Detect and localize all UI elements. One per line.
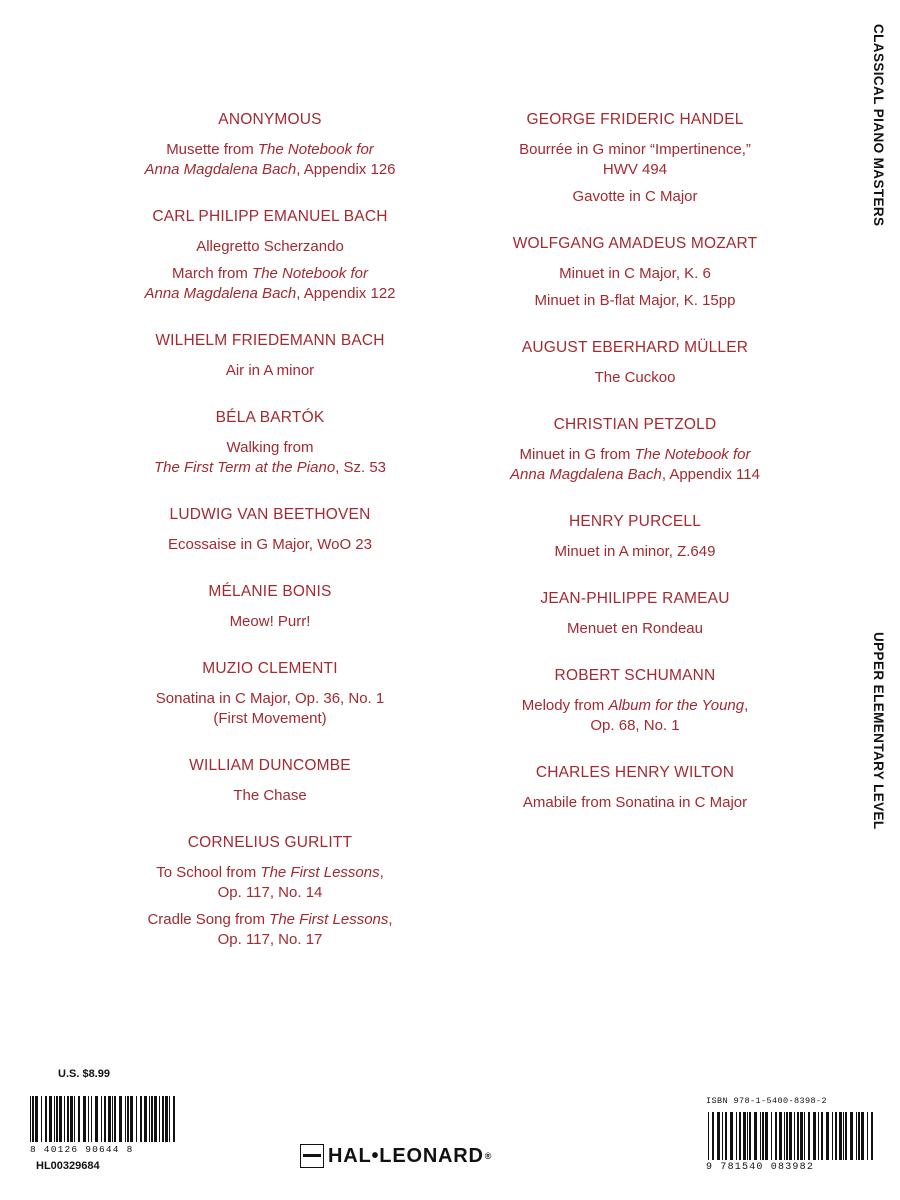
price-label: U.S. $8.99	[58, 1068, 110, 1080]
barcode-bar	[762, 1112, 764, 1160]
work-title: Meow! Purr!	[229, 613, 311, 630]
work-title: Musette from The Notebook for Anna Magdalena Bach, Appendix 126	[144, 141, 396, 178]
work-title: March from The Notebook for Anna Magdalena Bach, Appendix 122	[144, 265, 396, 302]
barcode-bar	[747, 1112, 748, 1160]
barcode-bar	[144, 1096, 147, 1142]
composer-entry	[105, 833, 435, 950]
barcode-bar	[708, 1112, 709, 1160]
composer-entry	[105, 756, 435, 806]
barcode-bar	[813, 1112, 816, 1160]
barcode-bar	[786, 1112, 788, 1160]
composer-name: MÉLANIE BONIS	[208, 583, 332, 600]
composer-name: ANONYMOUS	[218, 111, 322, 128]
barcode-bar	[754, 1112, 757, 1160]
barcode-bar	[800, 1112, 803, 1160]
barcode-bar	[49, 1096, 52, 1142]
barcode-bar	[125, 1096, 126, 1142]
composer-name: CHRISTIAN PETZOLD	[553, 416, 717, 433]
barcode-bar	[843, 1112, 844, 1160]
composer-entry	[470, 234, 800, 311]
work-title: Minuet in A minor, Z.649	[554, 543, 716, 560]
barcode-bar	[722, 1112, 723, 1160]
work-title: Menuet en Rondeau	[567, 620, 703, 637]
barcode-bar	[41, 1096, 42, 1142]
barcode-bar	[91, 1096, 93, 1142]
composer-entry	[470, 763, 800, 813]
barcode-bar	[845, 1112, 847, 1160]
work-title: The Cuckoo	[594, 369, 676, 386]
composer-name: MUZIO CLEMENTI	[202, 660, 338, 677]
work-title: Ecossaise in G Major, WoO 23	[168, 536, 372, 553]
isbn-barcode	[708, 1112, 876, 1160]
barcode-bar	[779, 1112, 782, 1160]
composer-entry	[105, 505, 435, 555]
spine-series-title: CLASSICAL PIANO MASTERS	[871, 24, 886, 227]
isbn-label: ISBN 978-1-5400-8398-2	[706, 1096, 828, 1106]
barcode-bar	[725, 1112, 727, 1160]
barcode-bar	[88, 1096, 89, 1142]
composer-entry	[470, 512, 800, 562]
composer-entry	[105, 408, 435, 478]
barcode-bar	[169, 1096, 170, 1142]
work-title: Melody from Album for the Young, Op. 68, No. 1	[521, 697, 749, 734]
barcode-bar	[712, 1112, 714, 1160]
spine-level-label: UPPER ELEMENTARY LEVEL	[871, 632, 886, 830]
barcode-bar	[114, 1096, 116, 1142]
barcode-bar	[765, 1112, 768, 1160]
barcode-bar	[861, 1112, 864, 1160]
upc-barcode	[30, 1096, 178, 1142]
composer-name: ROBERT SCHUMANN	[554, 667, 716, 684]
barcode-bar	[101, 1096, 102, 1142]
barcode-bar	[32, 1096, 34, 1142]
composer-entry	[105, 331, 435, 381]
work-title: Allegretto Scherzando	[196, 238, 344, 255]
barcode-bar	[818, 1112, 819, 1160]
barcode-bar	[30, 1096, 31, 1142]
composer-name: CHARLES HENRY WILTON	[535, 764, 735, 781]
barcode-bar	[717, 1112, 720, 1160]
barcode-bar	[808, 1112, 810, 1160]
barcode-bar	[835, 1112, 837, 1160]
barcode-bar	[104, 1096, 106, 1142]
barcode-bar	[871, 1112, 873, 1160]
composer-entry	[105, 582, 435, 632]
composer-name: WOLFGANG AMADEUS MOZART	[512, 235, 758, 252]
barcode-bar	[127, 1096, 129, 1142]
barcode-bar	[140, 1096, 142, 1142]
composer-entry	[470, 415, 800, 485]
composer-entry	[470, 589, 800, 639]
barcode-bar	[64, 1096, 65, 1142]
barcode-bar	[112, 1096, 113, 1142]
barcode-bar	[59, 1096, 62, 1142]
barcode-bar	[108, 1096, 111, 1142]
barcode-bar	[74, 1096, 75, 1142]
contents-right-column	[470, 110, 800, 840]
work-title: Minuet in B-flat Major, K. 15pp	[534, 292, 736, 309]
publisher-logo	[300, 1142, 492, 1170]
work-title: Air in A minor	[225, 362, 315, 379]
composer-entry	[470, 338, 800, 388]
contents-left-column	[105, 110, 435, 977]
barcode-bar	[821, 1112, 823, 1160]
composer-entry	[470, 110, 800, 207]
barcode-bar	[850, 1112, 853, 1160]
composer-name: CARL PHILIPP EMANUEL BACH	[152, 208, 388, 225]
barcode-bar	[67, 1096, 69, 1142]
barcode-bar	[736, 1112, 737, 1160]
publisher-logo-icon	[300, 1144, 324, 1168]
barcode-bar	[794, 1112, 795, 1160]
composer-entry	[105, 659, 435, 729]
product-code: HL00329684	[36, 1160, 100, 1172]
work-title: Bourrée in G minor “Impertinence,” HWV 494	[519, 141, 751, 178]
barcode-bar	[771, 1112, 772, 1160]
composer-name: WILLIAM DUNCOMBE	[189, 757, 351, 774]
barcode-bar	[730, 1112, 733, 1160]
composer-entry	[470, 666, 800, 736]
work-title: Gavotte in C Major	[572, 188, 698, 205]
work-title: Cradle Song from The First Lessons, Op. 117, No. 17	[147, 911, 393, 948]
barcode-bar	[804, 1112, 805, 1160]
barcode-bar	[173, 1096, 175, 1142]
work-title: Amabile from Sonatina in C Major	[522, 794, 748, 811]
barcode-bar	[797, 1112, 799, 1160]
composer-name: HENRY PURCELL	[568, 513, 702, 530]
barcode-bar	[119, 1096, 122, 1142]
composer-name: AUGUST EBERHARD MÜLLER	[521, 339, 749, 356]
composer-name: CORNELIUS GURLITT	[187, 834, 353, 851]
barcode-bar	[739, 1112, 741, 1160]
barcode-bar	[162, 1096, 164, 1142]
barcode-bar	[151, 1096, 153, 1142]
barcode-bar	[45, 1096, 47, 1142]
barcode-bar	[70, 1096, 73, 1142]
barcode-bar	[856, 1112, 857, 1160]
work-title: Minuet in G from The Notebook for Anna Magdalena Bach, Appendix 114	[510, 446, 760, 483]
barcode-bar	[775, 1112, 777, 1160]
barcode-bar	[165, 1096, 168, 1142]
barcode-bar	[867, 1112, 868, 1160]
barcode-bar	[749, 1112, 751, 1160]
barcode-bar	[839, 1112, 842, 1160]
barcode-bar	[832, 1112, 833, 1160]
upc-digits: 8 40126 90644 8	[30, 1144, 134, 1155]
composer-name: GEORGE FRIDERIC HANDEL	[526, 111, 744, 128]
barcode-bar	[149, 1096, 150, 1142]
work-title: Sonatina in C Major, Op. 36, No. 1 (First Movement)	[155, 690, 385, 727]
barcode-bar	[826, 1112, 829, 1160]
barcode-bar	[56, 1096, 58, 1142]
composer-entry	[105, 207, 435, 304]
barcode-bar	[136, 1096, 137, 1142]
barcode-bar	[95, 1096, 98, 1142]
barcode-bar	[784, 1112, 785, 1160]
work-title: To School from The First Lessons, Op. 117, No. 14	[156, 864, 384, 901]
work-title: Walking from The First Term at the Piano, Sz. 53	[153, 439, 387, 476]
composer-entry	[105, 110, 435, 180]
barcode-bar	[159, 1096, 160, 1142]
barcode-bar	[789, 1112, 792, 1160]
barcode-bar	[130, 1096, 133, 1142]
work-title: Minuet in C Major, K. 6	[559, 265, 711, 282]
barcode-bar	[858, 1112, 860, 1160]
work-title: The Chase	[233, 787, 307, 804]
barcode-bar	[54, 1096, 55, 1142]
barcode-bar	[154, 1096, 157, 1142]
publisher-logo-text: HAL•LEONARD	[328, 1144, 484, 1167]
isbn-digits: 9 781540 083982	[706, 1162, 815, 1173]
barcode-bar	[35, 1096, 38, 1142]
composer-name: WILHELM FRIEDEMANN BACH	[155, 332, 385, 349]
registered-mark: ®	[484, 1151, 493, 1161]
composer-name: BÉLA BARTÓK	[215, 409, 325, 426]
barcode-bar	[78, 1096, 80, 1142]
barcode-bar	[760, 1112, 761, 1160]
barcode-bar	[743, 1112, 746, 1160]
composer-name: JEAN-PHILIPPE RAMEAU	[540, 590, 730, 607]
composer-name: LUDWIG VAN BEETHOVEN	[169, 506, 371, 523]
barcode-bar	[83, 1096, 86, 1142]
